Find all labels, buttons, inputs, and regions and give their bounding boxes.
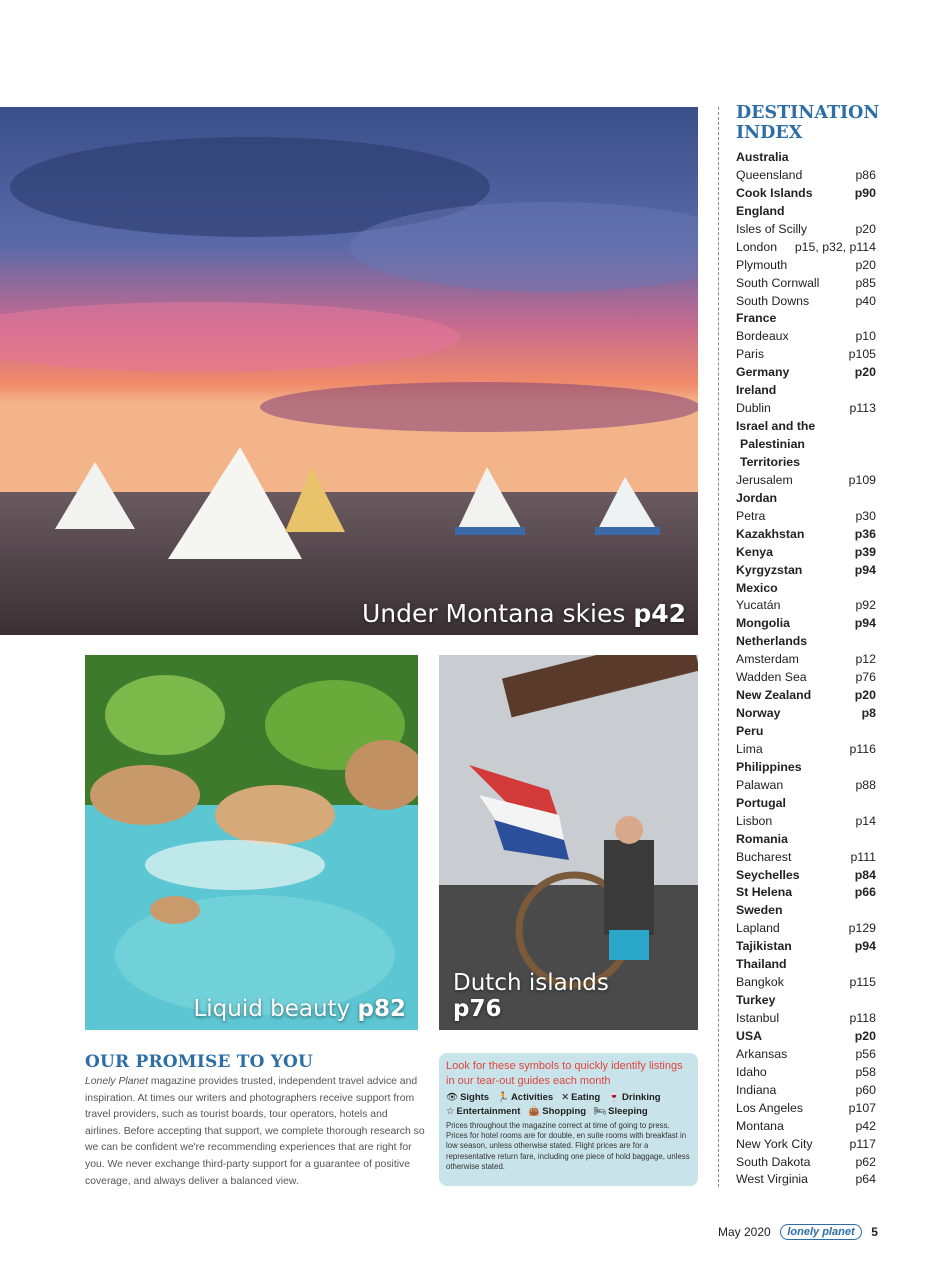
index-entry: [736, 1136, 876, 1154]
index-entry-name: USA: [736, 1028, 762, 1043]
cutlery-icon: ✕: [561, 1092, 570, 1103]
symbol-item-eating: [561, 1092, 600, 1103]
index-entry-page: p88: [855, 777, 876, 792]
index-entry: [736, 544, 876, 562]
index-entry: [736, 669, 876, 687]
index-entry-name: Palawan: [736, 777, 784, 792]
index-entry-name: Netherlands: [736, 634, 808, 649]
index-entry: [736, 400, 876, 418]
index-entry-name: Kenya: [736, 544, 773, 559]
wine-glass-icon: 🍷: [608, 1092, 621, 1103]
index-entry: [736, 597, 876, 615]
index-entry-page: p76: [855, 670, 876, 685]
index-entry-page: p40: [855, 293, 876, 308]
index-entry-name: Portugal: [736, 795, 786, 810]
index-entry: [736, 472, 876, 490]
boat-photo-dutch: [439, 655, 698, 1030]
beach-aerial-illustration: [85, 655, 418, 1030]
hero-photo-montana: [0, 107, 698, 635]
index-entry: [736, 418, 876, 436]
index-entry: [736, 1010, 876, 1028]
boat-caption-text: Dutch islands: [453, 970, 609, 997]
index-entry-name: Jerusalem: [736, 472, 793, 487]
index-entry: [736, 1028, 876, 1046]
index-entry: [736, 1046, 876, 1064]
index-entry-name: Thailand: [736, 957, 787, 972]
index-entry-name: South Cornwall: [736, 275, 820, 290]
index-entry: [736, 1100, 876, 1118]
index-entry: [736, 221, 876, 239]
index-entry-page: p20: [855, 257, 876, 272]
index-entry-name: Arkansas: [736, 1046, 788, 1061]
symbols-intro: Look for these symbols to quickly identify listings in our tear-out guides each month: [446, 1060, 683, 1087]
index-entry-name: Bucharest: [736, 849, 792, 864]
index-entry: [736, 508, 876, 526]
symbol-label: Sights: [460, 1092, 490, 1103]
symbol-item-shopping: [528, 1106, 586, 1117]
index-entry: [736, 687, 876, 705]
index-entry: [736, 813, 876, 831]
index-entry: [736, 310, 876, 328]
index-entry-name: Istanbul: [736, 1011, 780, 1025]
index-entry-page: p90: [854, 185, 876, 200]
index-entry-page: p56: [855, 1046, 876, 1061]
index-entry-page: p109: [848, 472, 876, 487]
index-entry: [736, 777, 876, 795]
index-entry-name: England: [736, 203, 785, 218]
index-entry-name: Norway: [736, 706, 781, 721]
index-entry-name: Lima: [736, 741, 763, 756]
boat-caption: [453, 971, 609, 1022]
beach-caption-text: Liquid beauty: [193, 995, 351, 1022]
index-entry-name: France: [736, 311, 777, 326]
index-entry-name: Dublin: [736, 401, 771, 416]
symbol-item-entertainment: [446, 1106, 520, 1117]
index-entry: [736, 902, 876, 920]
index-entry: [736, 526, 876, 544]
index-entry-name: Turkey: [736, 993, 776, 1008]
index-entry-page: p64: [855, 1172, 876, 1187]
promise-heading: OUR PROMISE TO YOU: [85, 1052, 314, 1072]
index-entry-page: p14: [855, 813, 876, 828]
index-entry: [736, 974, 876, 992]
index-entry-name: Petra: [736, 508, 766, 523]
index-entry: [736, 705, 876, 723]
index-entry-name: London: [736, 239, 778, 254]
index-entry: [736, 167, 876, 185]
index-entry: [736, 615, 876, 633]
index-entry-name: Paris: [736, 347, 765, 362]
index-entry-name: Lisbon: [736, 813, 773, 828]
index-entry-page: p107: [848, 1100, 876, 1115]
index-entry: [736, 849, 876, 867]
bed-icon: 🛏: [594, 1106, 607, 1117]
index-title: DESTINATION INDEX: [736, 103, 880, 143]
symbol-item-sleeping: [594, 1106, 648, 1117]
index-entry-name: Australia: [736, 150, 789, 164]
beach-caption-page: p82: [357, 995, 406, 1022]
index-entry-page: p39: [854, 544, 876, 559]
index-entry-page: p20: [854, 1028, 876, 1043]
index-entry-page: p36: [854, 526, 876, 541]
index-entry-page: p116: [849, 741, 876, 756]
promise-body-text: magazine provides trusted, independent travel advice and inspiration. At times our writers and photographers receive support from travel providers, such as tourist boards, tour operators, hotels and airlines. Before accepting that support, we complete thorough research so we can be confident we're recommending experiences that are right for you. We never exchange third-party support for a guarantee of positive coverage, and always deliver a balanced view.: [85, 1076, 425, 1187]
index-entry-page: p42: [855, 1118, 876, 1133]
index-entry: [736, 956, 876, 974]
index-entry-name: Romania: [736, 831, 788, 846]
index-entry: [736, 633, 876, 651]
index-entry-name: Idaho: [736, 1064, 767, 1079]
index-entry: [736, 759, 876, 777]
index-entry-page: p20: [854, 365, 876, 380]
index-entry: [736, 239, 876, 257]
index-entry-page: p60: [855, 1082, 876, 1097]
eye-icon: 👁: [446, 1092, 459, 1103]
index-entry-name: South Dakota: [736, 1154, 811, 1169]
index-entry: [736, 185, 876, 203]
symbol-label: Eating: [571, 1092, 601, 1103]
symbol-label: Shopping: [542, 1106, 587, 1117]
promise-body: [85, 1074, 425, 1190]
index-entry-name: Kyrgyzstan: [736, 562, 803, 577]
index-entry-name: Wadden Sea: [736, 670, 807, 685]
index-entry: [736, 884, 876, 902]
index-entry: [736, 454, 876, 472]
index-entry-page: p58: [855, 1064, 876, 1079]
symbols-fine-print: Prices throughout the magazine correct at time of going to press. Prices for hotel rooms are for double, en suite rooms with breakfast in low season, unless otherwise stated. Flight prices are for a representative return fare, including one piece of hold baggage, unless otherwise stated.: [446, 1121, 690, 1171]
index-entry-name: New York City: [736, 1136, 813, 1151]
index-entry: [736, 795, 876, 813]
index-entry: [736, 490, 876, 508]
index-entry: [736, 1118, 876, 1136]
index-entry: [736, 992, 876, 1010]
hero-caption-text: Under Montana skies: [361, 598, 626, 628]
running-icon: 🏃: [497, 1092, 509, 1103]
index-entry-page: p117: [849, 1136, 876, 1151]
index-entry-page: p118: [849, 1011, 876, 1025]
lonely-planet-logo: lonely planet: [780, 1224, 861, 1240]
index-entry: [736, 203, 876, 221]
index-entry-name: South Downs: [736, 293, 810, 308]
index-entry-name: Jordan: [736, 490, 777, 505]
index-entry-name: West Virginia: [736, 1172, 808, 1187]
index-entry: [736, 257, 876, 275]
index-entry: [736, 364, 876, 382]
index-entry: [736, 920, 876, 938]
beach-photo-seychelles: [85, 655, 418, 1030]
index-entry: [736, 1154, 876, 1172]
bag-icon: 👜: [528, 1106, 541, 1117]
index-entry-page: p85: [855, 275, 876, 290]
symbols-row-1: [446, 1092, 691, 1103]
index-entry: [736, 1171, 876, 1189]
index-entry-page: p115: [849, 975, 876, 990]
index-entry-page: p92: [855, 598, 876, 613]
index-entry-page: p84: [854, 867, 876, 882]
index-entry-name: Cook Islands: [736, 185, 813, 200]
index-entry: [736, 275, 876, 293]
index-entry-name: New Zealand: [736, 688, 812, 703]
symbol-item-sights: [446, 1092, 489, 1103]
index-entry-name: Bordeaux: [736, 329, 789, 344]
index-entry-name: Sweden: [736, 903, 783, 918]
index-entry: [736, 436, 876, 454]
index-entry-page: p62: [855, 1154, 876, 1169]
index-entry-page: p15, p32, p114: [794, 239, 876, 254]
promise-brand: Lonely Planet: [85, 1076, 148, 1087]
star-icon: ☆: [446, 1106, 455, 1117]
index-entry: [736, 1064, 876, 1082]
index-entry-name: Lapland: [736, 921, 780, 936]
page-number: 5: [871, 1225, 878, 1239]
index-entry-page: p12: [855, 652, 876, 667]
hero-caption: [362, 600, 686, 628]
index-list: [736, 149, 876, 1189]
index-entry: [736, 328, 876, 346]
index-entry-page: p66: [854, 885, 876, 900]
index-entry-name: Los Angeles: [736, 1100, 804, 1115]
index-entry-name: St Helena: [736, 885, 793, 900]
symbol-item-activities: [497, 1092, 553, 1103]
index-entry-name: Yucatán: [736, 598, 781, 613]
index-entry: [736, 149, 876, 167]
index-entry-name: Mongolia: [736, 616, 790, 631]
index-entry-name: Israel and the: [736, 419, 816, 434]
promise-section: [85, 1052, 425, 1190]
index-entry: [736, 1082, 876, 1100]
index-entry-name: Territories: [740, 454, 800, 469]
index-entry-name: Mexico: [736, 580, 778, 595]
destination-index: [736, 103, 880, 1189]
index-entry-page: p20: [855, 221, 876, 236]
index-entry-page: p94: [854, 562, 876, 577]
boat-caption-page: p76: [453, 995, 502, 1022]
index-entry-name: Indiana: [736, 1082, 777, 1097]
index-entry-name: Plymouth: [736, 257, 788, 272]
index-entry: [736, 867, 876, 885]
symbol-label: Activities: [510, 1092, 554, 1103]
index-entry-page: p94: [854, 939, 876, 954]
index-entry-name: Germany: [736, 365, 790, 380]
hero-caption-page: p42: [633, 598, 686, 628]
page-footer: [718, 1219, 878, 1245]
index-entry-name: Palestinian: [740, 437, 805, 451]
beach-caption: [193, 997, 406, 1022]
index-entry-name: Philippines: [736, 759, 802, 774]
index-entry: [736, 831, 876, 849]
index-entry-page: p20: [854, 688, 876, 703]
index-entry-page: p129: [848, 921, 876, 936]
index-entry-name: Bangkok: [736, 975, 784, 990]
index-entry-page: p94: [854, 616, 876, 631]
symbol-label: Sleeping: [608, 1106, 648, 1117]
index-entry-page: p86: [855, 167, 876, 182]
index-entry: [736, 741, 876, 759]
index-entry-page: p111: [850, 849, 876, 864]
index-entry-name: Amsterdam: [736, 652, 799, 667]
index-entry-name: Queensland: [736, 167, 803, 182]
symbol-label: Drinking: [622, 1092, 661, 1103]
index-entry: [736, 723, 876, 741]
index-entry: [736, 651, 876, 669]
symbol-item-drinking: [608, 1092, 660, 1103]
index-entry: [736, 562, 876, 580]
index-entry-page: p105: [848, 347, 876, 362]
index-entry-name: Tajikistan: [736, 939, 792, 954]
index-entry-name: Seychelles: [736, 867, 800, 882]
index-entry-name: Kazakhstan: [736, 526, 805, 541]
index-entry-name: Peru: [736, 724, 764, 738]
index-entry: [736, 938, 876, 956]
index-entry-page: p113: [849, 401, 876, 416]
index-entry-page: p10: [855, 329, 876, 344]
index-entry: [736, 346, 876, 364]
index-entry-page: p8: [861, 706, 876, 721]
index-entry: [736, 293, 876, 311]
index-entry-page: p30: [855, 508, 876, 523]
index-entry-name: Ireland: [736, 383, 777, 398]
symbol-label: Entertainment: [456, 1106, 521, 1117]
symbols-row-2: [446, 1106, 691, 1117]
index-entry: [736, 382, 876, 400]
index-entry: [736, 580, 876, 598]
footer-date: May 2020: [718, 1225, 771, 1239]
column-divider: [718, 107, 719, 1187]
index-entry-name: Montana: [736, 1118, 784, 1133]
symbols-legend-box: [439, 1053, 698, 1186]
index-entry-name: Isles of Scilly: [736, 221, 808, 236]
teepee-sunset-illustration: [0, 107, 698, 635]
